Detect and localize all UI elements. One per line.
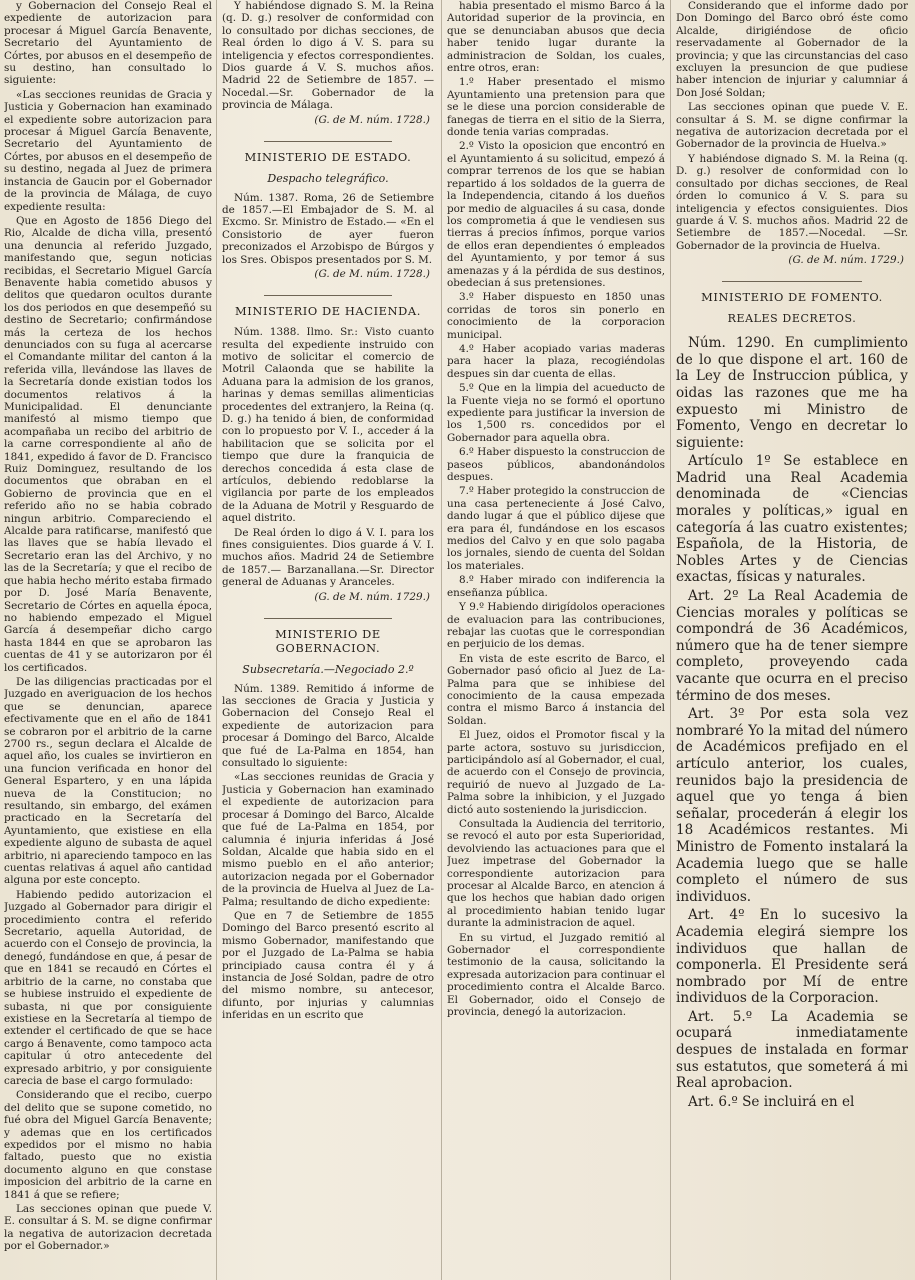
paragraph: Y habiéndose dignado S. M. la Reina (q. D. g.) resolver de conformidad con lo consultado por dichas secciones, de Real órden lo digo á V. S. para su inteligencia y efectos correspondientes. Dios guarde á V. S. muchos años. Madrid 22 de Setiembre de 1857. —Nocedal.—Sr. Gobernador de la provincia de Málaga. bbox=[222, 0, 434, 112]
estado-article bbox=[222, 192, 434, 266]
paragraph: 3.º Haber dispuesto en 1850 unas corridas de toros sin ponerlo en conocimiento de la corporacion municipal. bbox=[447, 291, 665, 341]
paragraph: Considerando que el recibo, cuerpo del delito que se supone cometido, no fué obra del Miguel García Benavente; y ademas que en los certificados expedidos por el mismo no habia faltado, puesto que no existia documento alguno en que constase imposicion del arbitrio de la carne en 1841 á que se refiere; bbox=[4, 1089, 212, 1201]
paragraph: Considerando que el informe dado por Don Domingo del Barco obró éste como Alcalde, dirigiéndose de oficio reservadamente al Gobernador de la provincia; y que las circunstancias del caso excluyen la presuncion de que pudiese haber intencion de injuriar y calumniar á Don José Soldan; bbox=[676, 0, 908, 99]
column-1 bbox=[4, 0, 212, 1280]
column-rule bbox=[670, 0, 671, 1280]
gazette-citation: (G. de M. núm. 1728.) bbox=[314, 268, 430, 281]
paragraph: Núm. 1389. Remitido á informe de las secciones de Gracia y Justicia y Gobernacion del Consejo Real el expediente de autorizacion para procesar á Domingo del Barco, Alcalde que fué de La-Palma en 1854, han consultado lo siguiente: bbox=[222, 682, 434, 770]
column-1-text bbox=[4, 0, 212, 1253]
paragraph: 2.º Visto la oposicion que encontró en el Ayuntamiento á su solicitud, empezó á comprar terrenos de los que se habian repartido á los soldados de la guerra de la Independencia, citando á los dueños por medio de alguaciles á su casa, donde los comprometia á que le vendiesen sus tierras á precios ínfimos, porque varios de ellos eran dependientes ó empleados del Ayuntamiento, y por temor á sus amenazas y á la pérdida de sus destinos, obedecian á sus pretensiones. bbox=[447, 140, 665, 289]
paragraph: Artículo 1º Se establece en Madrid una Real Academia denominada de «Ciencias morales y políticas,» igual en categoría á las cuatro existentes; Española, de la Historia, de Nobles Artes y de Ciencias exactas, físicas y naturales. bbox=[676, 453, 908, 586]
paragraph: De las diligencias practicadas por el Juzgado en averiguacion de los hechos que se denuncian, aparece efectivamente que en el año de 1841 se cobraron por el arbitrio de la carne 2700 rs., segun declara el Alcalde de aquel año, los cuales se invirtieron en una funcion verificada en honor del General Espartero, y en una lápida nueva de la Constitucion; no resultando, sin embargo, del exámen practicado en la Secretaría del Ayuntamiento, que existiese en ella expediente alguno de subasta de aquel arbitrio, ni apareciendo tampoco en las cuentas relativas á aquel año cantidad alguna por este concepto. bbox=[4, 675, 212, 887]
paragraph: 6.º Haber dispuesto la construccion de paseos públicos, abandonándolos despues. bbox=[447, 446, 665, 484]
paragraph: 4.º Haber acopiado varias maderas para hacer la plaza, recogiéndolas despues sin dar cuenta de ellas. bbox=[447, 342, 665, 380]
ministerio-hacienda-heading: MINISTERIO DE HACIENDA. bbox=[222, 295, 434, 318]
paragraph: Art. 6.º Se incluirá en el bbox=[688, 1093, 855, 1110]
real-decreto-text bbox=[676, 335, 908, 1110]
paragraph: y Gobernacion del Consejo Real el expediente de autorizacion para procesar á Miguel García Benavente, Secretario del Ayuntamiento de Córtes, por abusos en el desempeño de su destino, han consultado lo siguiente: bbox=[4, 0, 212, 87]
paragraph: habia presentado el mismo Barco á la Autoridad superior de la provincia, en que se denunciaban abusos que decia haber tenido lugar durante la administracion de Soldan, los cuales, entre otros, eran: bbox=[447, 0, 665, 75]
paragraph: «Las secciones reunidas de Gracia y Justicia y Gobernacion han examinado el expediente de autorizacion para procesar á Domingo del Barco, Alcalde que fué de La-Palma en 1854, por calumnia é injuria inferidas á José Soldan, Alcalde que habia sido en el mismo pueblo en el año anterior; autorizacion negada por el Gobernador de la provincia de Huelva al Juez de La-Palma; resultando de dicho expediente: bbox=[222, 771, 434, 908]
gazette-citation: (G. de M. núm. 1729.) bbox=[314, 590, 430, 603]
despacho-telegrafico-subheading: Despacho telegráfico. bbox=[267, 171, 389, 185]
paragraph: Las secciones opinan que puede V. E. consultar á S. M. se digne confirmar la negativa de autorizacion decretada por el Gobernador.» bbox=[4, 1203, 212, 1253]
paragraph: En vista de este escrito de Barco, el Gobernador pasó oficio al Juez de La-Palma para que se inhibiese del conocimiento de la causa empezada contra el mismo Barco á instancia del Soldan. bbox=[447, 652, 665, 727]
paragraph: 8.º Haber mirado con indiferencia la enseñanza pública. bbox=[447, 574, 665, 599]
paragraph: Art. 3º Por esta sola vez nombraré Yo la mitad del número de Académicos prefijado en el artículo anterior, los cuales, reunidos bajo la presidencia de aquel que yo tenga á bien señalar, procederán á elegir los 18 Académicos restantes. Mi Ministro de Fomento instalará la Academia luego que se halle completo el número de sus individuos. bbox=[676, 706, 908, 905]
paragraph: Art. 5.º La Academia se ocupará inmediatamente despues de instalada en formar sus estatutos, que someterá á mi Real aprobacion. bbox=[676, 1008, 908, 1092]
paragraph: Núm. 1387. Roma, 26 de Setiembre de 1857.—El Embajador de S. M. al Excmo. Sr. Ministro de Estado.— «En el Consistorio de ayer fueron preconizados el Arzobispo de Búrgos y los Sres. Obispos presentados por S. M. bbox=[222, 191, 434, 266]
paragraph: Consultada la Audiencia del territorio, se revocó el auto por esta Superioridad, devolviendo las actuaciones para que el Juez impetrase del Gobernador la correspondiente autorizacion para procesar al Alcalde Barco, en atencion á que los hechos que habian dado origen al procedimiento habian tenido lugar durante la administracion de aquel. bbox=[447, 818, 665, 930]
paragraph: Y habiéndose dignado S. M. la Reina (q. D. g.) resolver de conformidad con lo consultado por dichas secciones, de Real órden lo comunico á V. S. para su inteligencia y efectos consiguientes. Dios guarde á V. S. muchos años. Madrid 22 de Setiembre de 1857.—Nocedal. —Sr. Gobernador de la provincia de Huelva. bbox=[676, 152, 908, 252]
reina-resolucion-text bbox=[222, 0, 434, 112]
paragraph: Que en Agosto de 1856 Diego del Rio, Alcalde de dicha villa, presentó una denuncia al referido Juzgado, manifestando que, segun noticias recibidas, el Secretario Miguel García Benavente habia cometido abusos y delitos que quedaron ocultos durante los dos periodos en que desempeñó su destino de Secretario; confirmándose más la certeza de los hechos denunciados con su fuga al acercarse el Comandante militar del canton á la referida villa, llevándose las llaves de la Secretaría donde existian todos los documentos relativos á la Municipalidad. El denunciante manifestó al mismo tiempo que acompañaba un recibo del arbitrio de la carne correspondiente al año de 1841, expedido á favor de D. Francisco Ruiz Dominguez, resultando de los documentos que obraban en el Gobierno de provincia que en el referido año no se habia cobrado ningun arbitrio. Compareciendo el Alcalde para ratificarse, manifestó que las llaves que se había llevado el Secretario eran las del Archivo, y no las de la Secretaría; y que el recibo de que habia hecho mérito estaba firmado por D. José María Benavente, Secretario de Córtes en aquella época, no habiendo empezado el Miguel García á desempeñar dicho cargo hasta 1844 en que se aprobaron las cuentas de 41 y se autorizaron por él los certificados. bbox=[4, 214, 212, 674]
reales-decretos-subheading: REALES DECRETOS. bbox=[727, 312, 857, 326]
gazette-citation: (G. de M. núm. 1728.) bbox=[314, 113, 430, 126]
paragraph: Art. 2º La Real Academia de Ciencias morales y políticas se compondrá de 36 Académicos, número que ha de tener siempre completo, proveyendo cada vacante que ocurra en el preciso término de dos meses. bbox=[676, 588, 908, 704]
ministerio-gobernacion-heading: MINISTERIO DE GOBERNACION. bbox=[222, 618, 434, 655]
paragraph: «Las secciones reunidas de Gracia y Justicia y Gobernacion han examinado el expediente sobre autorizacion para procesar á Miguel García Benavente, Secretario del Ayuntamiento de Córtes, por abusos en el desempeño de su destino, negada al Juez de primera instancia de Gaucin por el Gobernador de la provincia de Málaga, de cuyo expediente resulta: bbox=[4, 88, 212, 213]
gobernacion-article bbox=[222, 683, 434, 1022]
paragraph: El Juez, oidos el Promotor fiscal y la parte actora, sostuvo su jurisdiccion, participándolo así al Gobernador, el cual, de acuerdo con el Consejo de provincia, requirió de nuevo al Juzgado de La-Palma sobre la inhibicion, y el Juzgado dictó auto sosteniendo la jurisdiccion. bbox=[447, 729, 665, 816]
column-rule bbox=[441, 0, 442, 1280]
column-rule bbox=[216, 0, 217, 1280]
column-3-text bbox=[447, 0, 665, 1019]
paragraph: De Real órden lo digo á V. I. para los fines consiguientes. Dios guarde á V. I. muchos años. Madrid 24 de Setiembre de 1857.— Barzanallana.—Sr. Director general de Aduanas y Aranceles. bbox=[222, 526, 434, 589]
column-4 bbox=[676, 0, 908, 1280]
paragraph: En su virtud, el Juzgado remitió al Gobernador el correspondiente testimonio de la causa, solicitando la expresada autorizacion para continuar el procedimiento contra el Alcalde Barco. El Gobernador, oido el Consejo de provincia, denegó la autorizacion. bbox=[447, 931, 665, 1019]
paragraph: Y 9.º Habiendo dirigídolos operaciones de evaluacion para las contribuciones, rebajar las cuotas que le correspondian en perjuicio de los demas. bbox=[447, 601, 665, 651]
column-2 bbox=[222, 0, 434, 1280]
paragraph: 1.º Haber presentado el mismo Ayuntamiento una pretension para que se le diese una porcion considerable de fanegas de tierra en el sitio de la Sierra, donde tenia varias compradas. bbox=[447, 76, 665, 139]
paragraph: 7.º Haber protegido la construccion de una casa perteneciente á José Calvo, dando lugar á que el público dijese que era para él, fundándose en los escasos medios del Calvo y en que solo pagaba los jornales, siendo de cuenta del Soldan los materiales. bbox=[447, 485, 665, 572]
paragraph: Las secciones opinan que puede V. E. consultar á S. M. se digne confirmar la negativa de autorizacion decretada por el Gobernador de la provincia de Huelva.» bbox=[676, 101, 908, 151]
column-3 bbox=[447, 0, 665, 1280]
paragraph: Habiendo pedido autorizacion el Juzgado al Gobernador para dirigir el procedimiento contra el referido Secretario, aquella Autoridad, de acuerdo con el Consejo de provincia, la denegó, fundándose en que, á pesar de que en 1841 se recaudó en Córtes el arbitrio de la carne, no constaba que se hubiese instruido el expediente de subasta, ni que por consiguiente existiese en la Secretaría al tiempo de extender el certificado de que se hace cargo á Benavente, como tampoco acta capitular ú otro antecedente del expresado arbitrio, y por consiguiente carecia de base el cargo formulado: bbox=[4, 888, 212, 1087]
paragraph: Núm. 1290. En cumplimiento de lo que dispone el art. 160 de la Ley de Instruccion pública, y oidas las razones que me ha expuesto mi Ministro de Fomento, Vengo en decretar lo siguiente: bbox=[676, 335, 908, 451]
paragraph: Núm. 1388. Ilmo. Sr.: Visto cuanto resulta del expediente instruido con motivo de solicitar el comercio de Motril Calaonda que se habilite la Aduana para la admision de los granos, harinas y demas semillas alimenticias procedentes del extranjero, la Reina (q. D. g.) ha tenido á bien, de conformidad con lo propuesto por V. I., acceder á la habilitacion que se solicita por el tiempo que dure la franquicia de derechos concedida á esta clase de artículos, debiendo redoblarse la vigilancia por parte de los empleados de la Aduana de Motril y Resguardo de aquel distrito. bbox=[222, 326, 434, 525]
hacienda-article bbox=[222, 326, 434, 589]
paragraph: 5.º Que en la limpia del acueducto de la Fuente vieja no se formó el oportuno expediente para justificar la inversion de los 1,500 rs. concedidos por el Gobernador para aquella obra. bbox=[447, 382, 665, 444]
paragraph: Que en 7 de Setiembre de 1855 Domingo del Barco presentó escrito al mismo Gobernador, manifestando que por el Juzgado de La-Palma se habia principiado causa contra él y á instancia de José Soldan, padre de otro del mismo nombre, su antecesor, difunto, por injurias y calumnias inferidas en un escrito que bbox=[222, 909, 434, 1022]
paragraph: Art. 4º En lo sucesivo la Academia elegirá siempre los individuos que hallan de componerla. El Presidente será nombrado por Mí de entre individuos de la Corporacion. bbox=[676, 907, 908, 1007]
ministerio-fomento-heading: MINISTERIO DE FOMENTO. bbox=[676, 281, 908, 304]
gazette-citation: (G. de M. núm. 1729.) bbox=[788, 254, 904, 267]
ministerio-estado-heading: MINISTERIO DE ESTADO. bbox=[222, 141, 434, 164]
subsecretaria-subheading: Subsecretaría.—Negociado 2.º bbox=[242, 662, 414, 676]
huelva-resolution-text bbox=[676, 0, 908, 252]
